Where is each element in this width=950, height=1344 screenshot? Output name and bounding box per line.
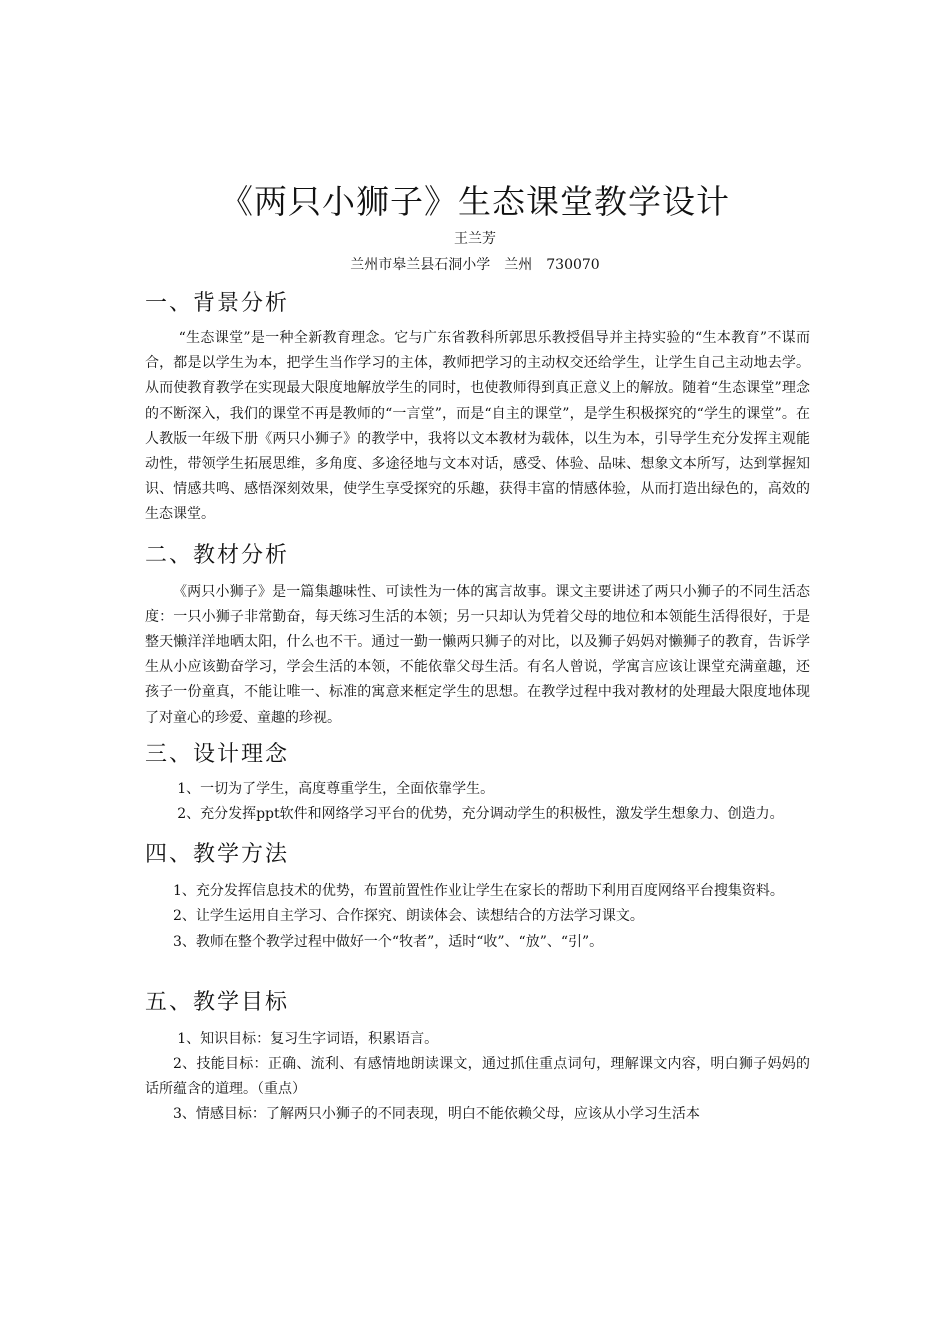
paragraph: 《两只小狮子》是一篇集趣味性、可读性为一体的寓言故事。课文主要讲述了两只小狮子的不同生活态度：一只小狮子非常勤奋，每天练习生活的本领；另一只却认为凭着父母的地位和本领能生活得很好，于是整天懒洋洋地晒太阳，什么也不干。通过一勤一懒两只狮子的对比，以及狮子妈妈对懒狮子的教育，告诉学生从小应该勤奋学习，学会生活的本领，不能依靠父母生活。有名人曾说，学寓言应该让课堂充满童趣，还孩子一份童真，不能让唯一、标准的寓意来框定学生的思想。在教学过程中我对教材的处理最大限度地体现了对童心的珍爱、童趣的珍视。 <box>145 583 810 726</box>
document-title: 《两只小狮子》生态课堂教学设计 <box>220 182 730 221</box>
list-item: 3、情感目标：了解两只小狮子的不同表现，明白不能依赖父母，应该从小学习生活本 <box>173 1106 700 1123</box>
list-item: 2、充分发挥ppt软件和网络学习平台的优势，充分调动学生的积极性，激发学生想象力、创造力。 <box>177 806 784 823</box>
document-body <box>145 284 810 1128</box>
list-item: 1、充分发挥信息技术的优势，布置前置性作业让学生在家长的帮助下利用百度网络平台搜集资料。 <box>173 883 784 900</box>
section-material <box>145 536 810 731</box>
section-heading: 五、教学目标 <box>145 989 290 1015</box>
spacer <box>145 955 810 983</box>
section-design-concept <box>145 735 810 827</box>
paragraph: “生态课堂”是一种全新教育理念。它与广东省教科所郭思乐教授倡导并主持实验的“生本教育”不谋而合，都是以学生为本，把学生当作学习的主体，教师把学习的主动权交还给学生，让学生自己主动地去学。从而使教育教学在实现最大限度地解放学生的同时，也使教师得到真正意义上的解放。随着“生态课堂”理念的不断深入，我们的课堂不再是教师的“一言堂”，而是“自主的课堂”，是学生积极探究的“学生的课堂”。在人教版一年级下册《两只小狮子》的教学中，我将以文本教材为载体，以生为本，引导学生充分发挥主观能动性，带领学生拓展思维，多角度、多途径地与文本对话，感受、体验、品味、想象文本所写，达到掌握知识、情感共鸣、感悟深刻效果，使学生享受探究的乐趣，获得丰富的情感体验，从而打造出绿色的，高效的生态课堂。 <box>145 330 810 523</box>
author-name: 王兰芳 <box>454 231 496 247</box>
section-background <box>145 284 810 528</box>
author-affiliation: 兰州市皋兰县石洞小学 兰州 730070 <box>350 257 600 273</box>
section-heading: 一、背景分析 <box>145 291 290 316</box>
list-item: 1、一切为了学生，高度尊重学生，全面依靠学生。 <box>177 780 495 797</box>
list-item: 3、教师在整个教学过程中做好一个“牧者”，适时“收”、“放”、“引”。 <box>173 933 604 950</box>
section-teaching-goals <box>145 983 810 1128</box>
section-heading: 四、教学方法 <box>145 842 290 868</box>
section-heading: 二、教材分析 <box>145 542 290 568</box>
list-item: 2、让学生运用自主学习、合作探究、朗读体会、读想结合的方法学习课文。 <box>173 908 644 925</box>
section-heading: 三、设计理念 <box>145 741 290 767</box>
list-item: 1、知识目标：复习生字词语，积累语言。 <box>177 1030 439 1047</box>
section-teaching-method <box>145 835 810 955</box>
list-item: 2、技能目标：正确、流利、有感情地朗读课文，通过抓住重点词句，理解课文内容，明白狮子妈妈的话所蕴含的道理。（重点） <box>145 1056 810 1098</box>
